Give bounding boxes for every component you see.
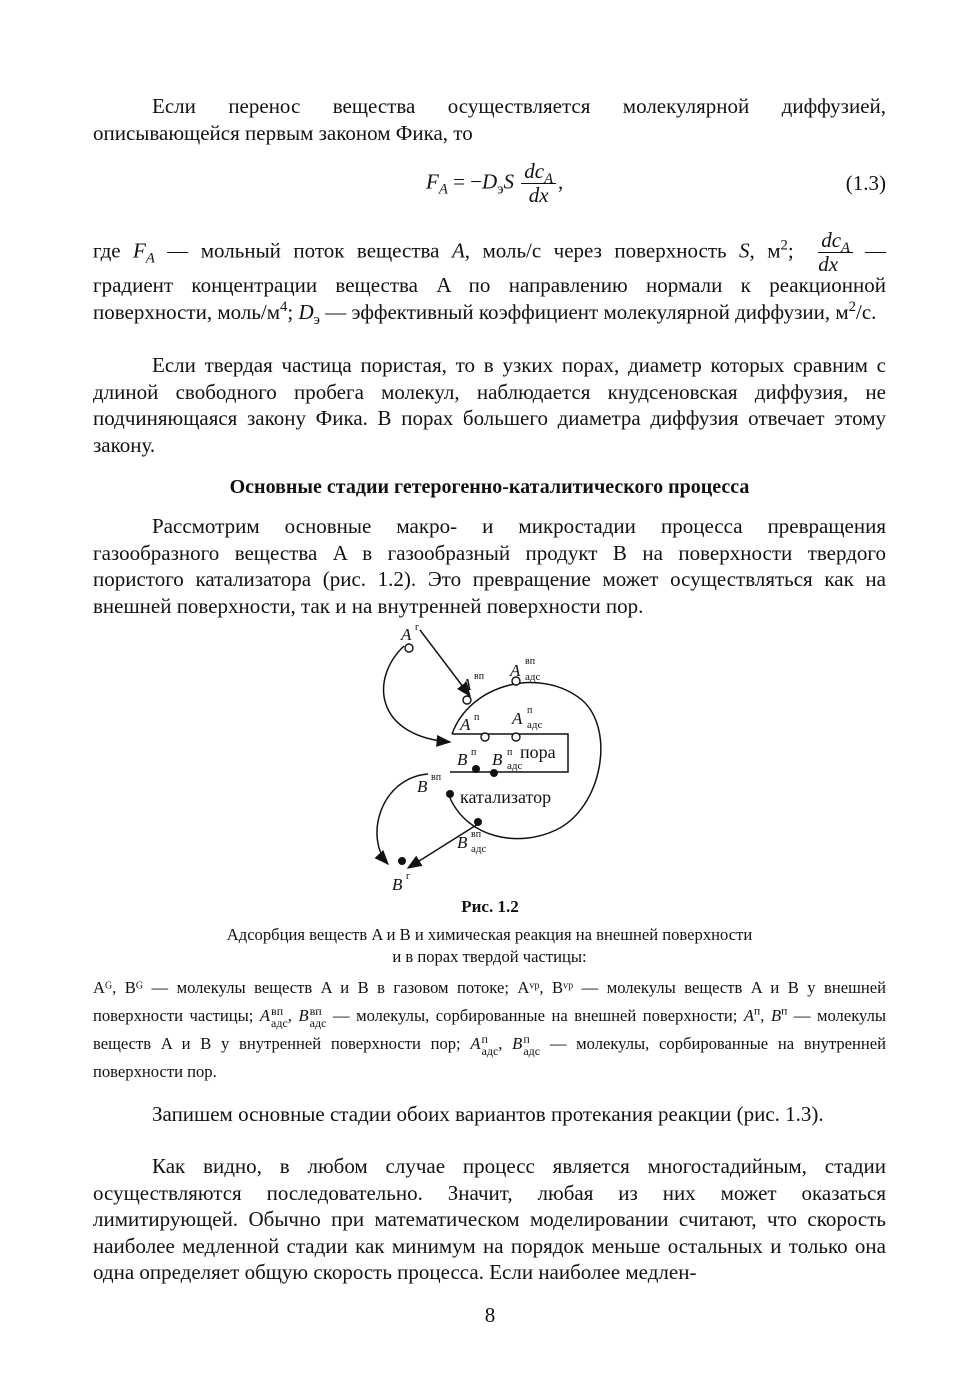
label-B-p-ads-sub: адс	[507, 760, 523, 772]
label-B-vp: B	[417, 777, 428, 796]
figure-1-2-diagram	[370, 618, 610, 898]
molecule-B-p	[472, 765, 480, 773]
formula-1-3: $F_A = -D_эS$ $\frac{dc_A}{dx}$ ,	[426, 159, 564, 207]
label-A-vp-sup: вп	[474, 671, 485, 682]
section-heading: Основные стадии гетерогенно-каталитического процесса	[229, 476, 750, 498]
label-catalyst: катализатор	[460, 787, 552, 807]
label-A-p-ads-sup: п	[527, 705, 533, 716]
molecule-B-p-ads	[490, 769, 498, 777]
paragraph-knudsen: Если твердая частица пористая, то в узких порах, диаметр которых сравним с длиной свободного пробега молекул, наблюдается кнудсеновская диффузия, не подчиняющаяся закону Фика. В порах большего диаметра диффузия отвечает этому закону.	[93, 353, 886, 457]
label-B-vp-ads-sub: адс	[471, 843, 487, 855]
label-B-vp-sup: вп	[431, 772, 442, 783]
paragraph-multistage: Как видно, в любом случае процесс является многостадийным, стадии осуществляются последовательно. Значит, любая из них может оказаться лимитирующей. Обычно при математическом моделировании считают, что скорость наиболее медленной стадии как минимум на порядок меньше остальных и только она одна определяет общую скорость процесса. Если наиболее медлен-	[93, 1154, 886, 1285]
label-pore: пора	[520, 742, 556, 762]
equation-number: (1.3)	[845, 171, 886, 195]
label-A-vp-ads-sub: адс	[525, 671, 541, 683]
arrow-Ag-to-Ap	[384, 646, 450, 742]
label-A-p-sup: п	[474, 712, 480, 723]
molecule-B-gas	[398, 857, 406, 865]
paragraph-stages-intro: Рассмотрим основные макро- и микростадии процесса превращения газообразного вещества A в газообразный продукт B на поверхности твердого пористого катализатора (рис. 1.2). Это превращение может осуществляться как на внешней поверхности, так и на внутренней поверхности пор.	[93, 514, 886, 618]
molecule-B-vp	[446, 790, 454, 798]
paragraph-fick-intro: Если перенос вещества осуществляется молекулярной диффузией, описывающейся первым законом Фика, то	[93, 94, 886, 145]
label-B-gas-sup: г	[406, 871, 411, 882]
label-B-p-ads-sup: п	[507, 747, 513, 758]
figure-caption-line-1: Адсорбция веществ A и B и химическая реакция на внешней поверхности	[226, 925, 753, 944]
paragraph-stages-record: Запишем основные стадии обоих вариантов протекания реакции (рис. 1.3).	[152, 1102, 824, 1126]
label-A-p-ads: A	[512, 709, 523, 728]
figure-legend: Aᴳ, Bᴳ — молекулы веществ A и B в газовом потоке; Aᵛᵖ, Bᵛᵖ — молекулы веществ A и B у внешней поверхности частицы; A вп адс , B вп адс — молекулы, сорбированные на внешней поверхности; $A^п$, $B^п$ — молекулы веществ A и B у внутренней поверхности пор; A п адс , B п адс — молекулы, сорбированные на внутренней поверхности пор.	[93, 978, 887, 1081]
figure-caption-line-2: и в порах твердой частицы:	[392, 947, 587, 966]
label-A-p: A	[460, 715, 471, 734]
label-A-vp: A	[461, 675, 472, 694]
label-A-vp-ads: A	[510, 661, 521, 680]
arrow-Bvp-ads-to-Bg	[408, 824, 478, 868]
label-A-p-ads-sub: адс	[527, 719, 543, 731]
fraction-dcA-dx: $\frac{dc_A}{dx}$	[521, 160, 556, 207]
where-line-1: где $F_A$ — мольный поток вещества A, моль/с через поверхность S, $м^2$; $\frac{dc_A}{dx}$ —	[93, 228, 887, 276]
label-B-vp-ads-sup: вп	[471, 829, 482, 840]
molecule-A-gas	[405, 644, 413, 652]
fraction-gradient: $\frac{dc_A}{dx}$	[818, 229, 853, 276]
figure-title: Рис. 1.2	[461, 897, 519, 916]
label-B-p: B	[457, 750, 468, 769]
molecule-B-vp-ads	[474, 818, 482, 826]
molecule-A-vp	[463, 696, 471, 704]
label-A-gas: A	[401, 625, 412, 644]
molecule-A-p-ads	[512, 733, 520, 741]
molecule-A-p	[481, 733, 489, 741]
label-B-p-sup: п	[471, 747, 477, 758]
label-B-gas: B	[392, 875, 403, 894]
label-B-vp-ads: B	[457, 833, 468, 852]
label-A-gas-sup: г	[415, 622, 420, 633]
label-B-p-ads: B	[492, 750, 503, 769]
label-A-vp-ads-sup: вп	[525, 656, 536, 667]
where-line-2: градиент концентрации вещества A по направлению нормали к реакционной поверхности, моль/$м^4$; $D_э$ — эффективный коэффициент молекулярной диффузии, $м^2/с$.	[93, 273, 886, 328]
page-number: 8	[484, 1303, 496, 1327]
